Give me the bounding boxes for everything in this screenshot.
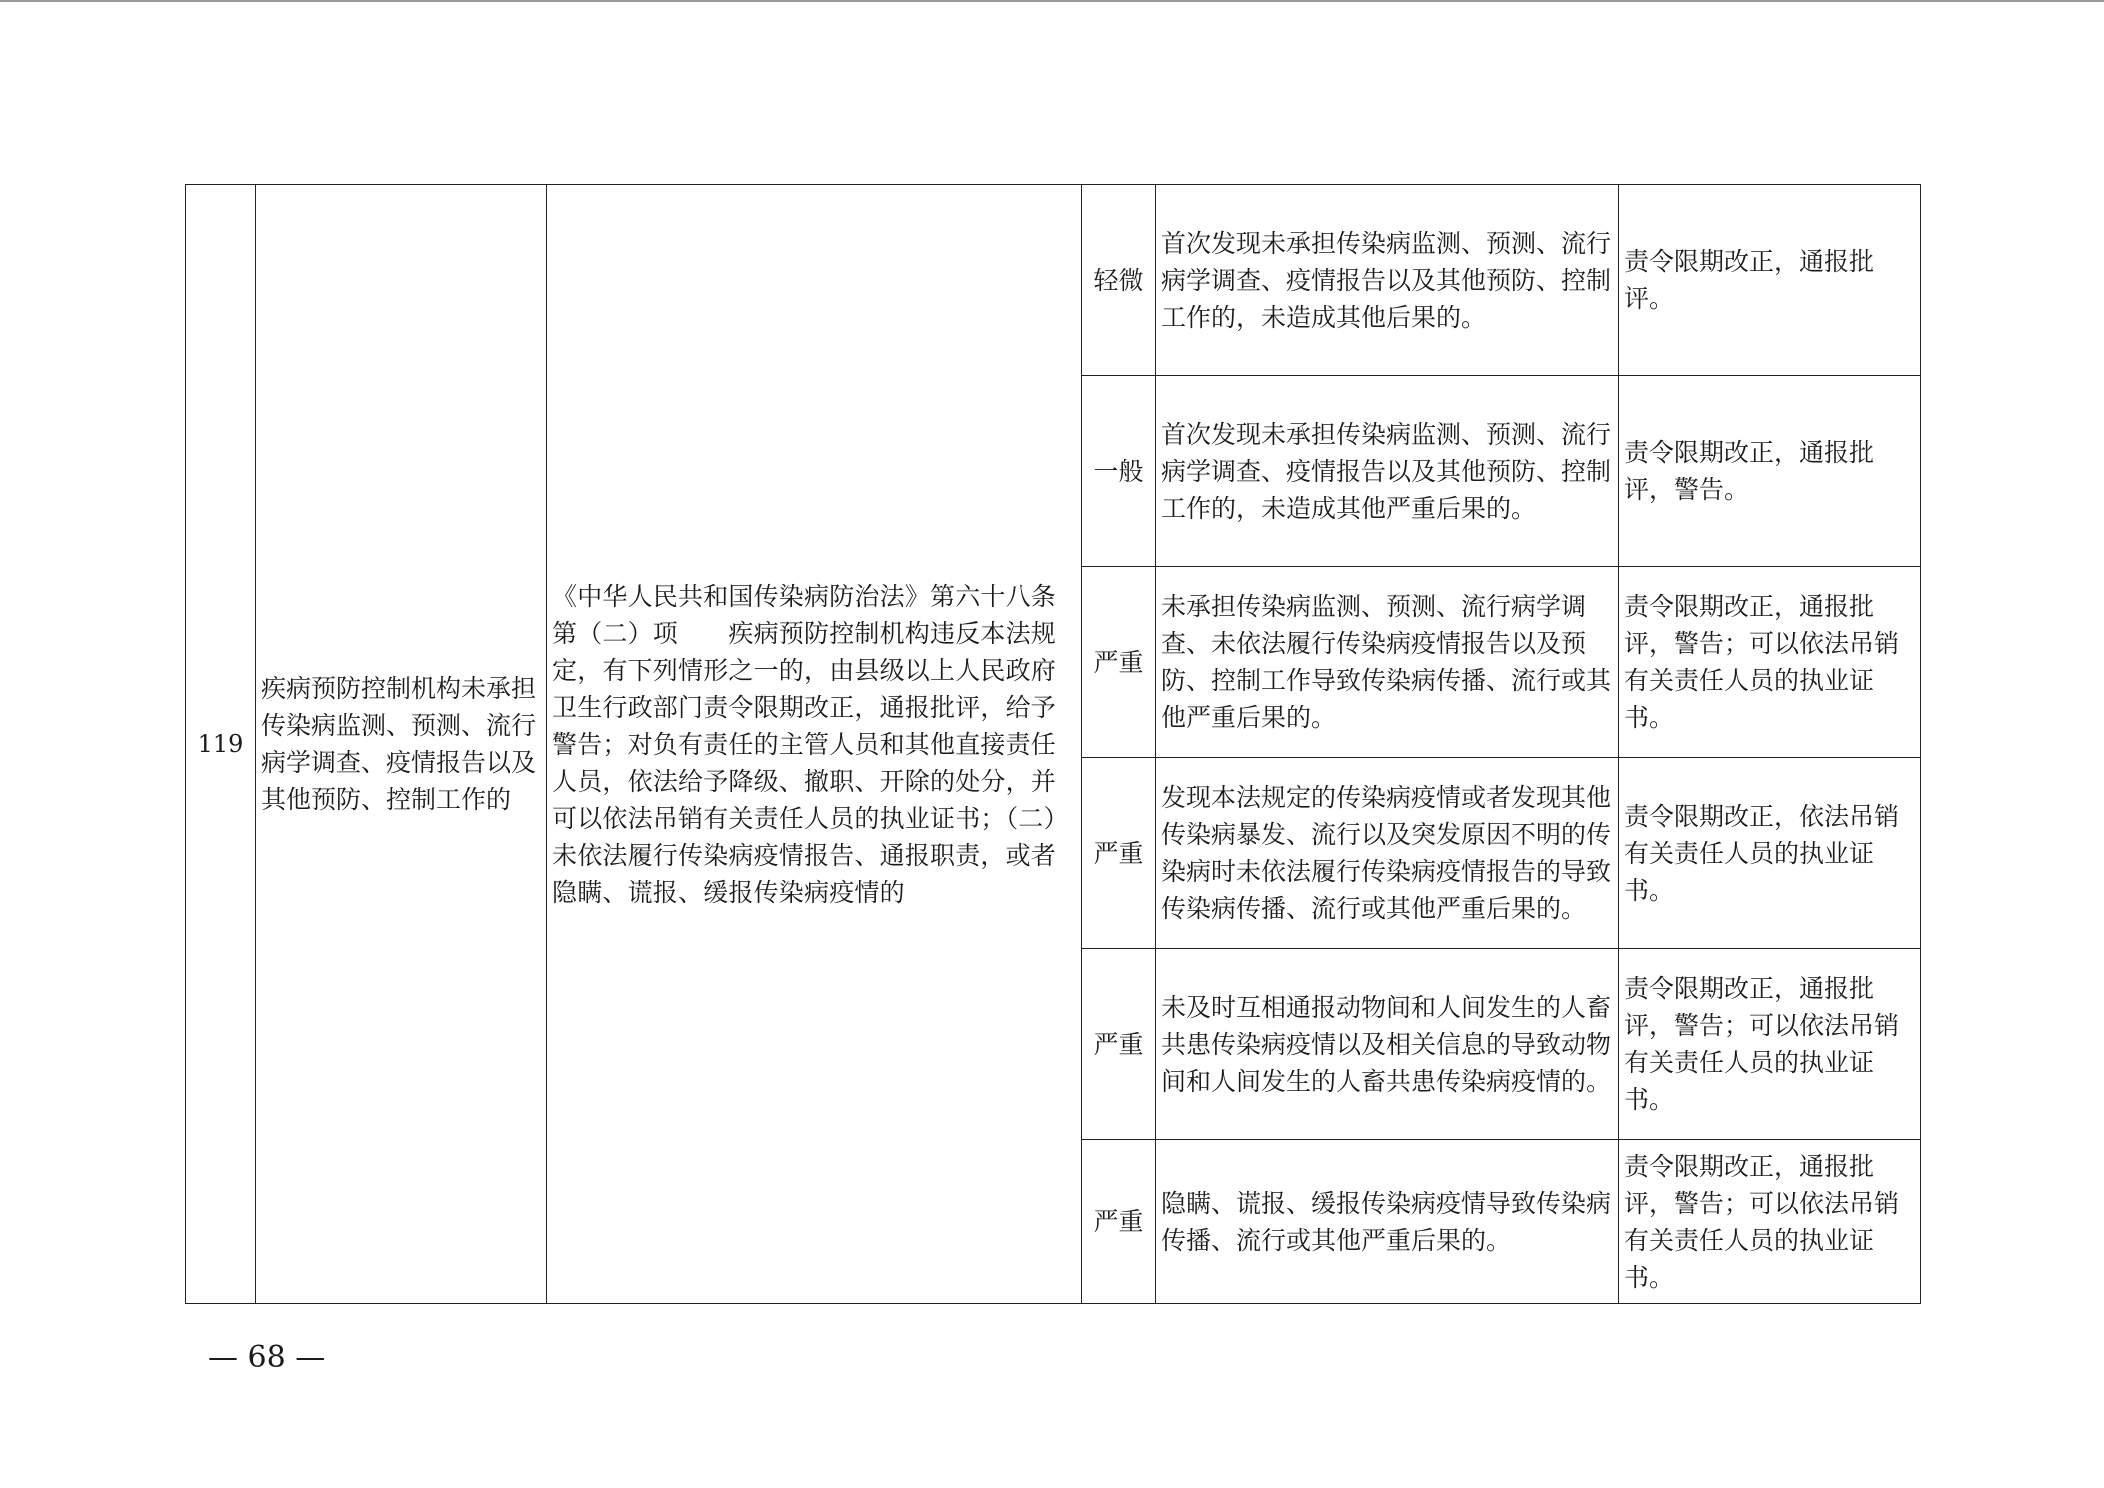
severity-level: 一般: [1082, 376, 1156, 567]
penalty-discretion-table: [185, 184, 1921, 1304]
penalty-cell: 责令限期改正，通报批评。: [1619, 185, 1921, 376]
severity-level: 严重: [1082, 758, 1156, 949]
penalty-cell: 责令限期改正，通报批评，警告；可以依法吊销有关责任人员的执业证书。: [1619, 1140, 1921, 1304]
penalty-cell: 责令限期改正，通报批评，警告；可以依法吊销有关责任人员的执业证书。: [1619, 949, 1921, 1140]
circumstance-cell: 隐瞒、谎报、缓报传染病疫情导致传染病传播、流行或其他严重后果的。: [1156, 1140, 1619, 1304]
legal-basis-cell: 《中华人民共和国传染病防治法》第六十八条第（二）项 疾病预防控制机构违反本法规定，有下列情形之一的，由县级以上人民政府卫生行政部门责令限期改正，通报批评，给予警告；对负有责任的主管人员和其他直接责任人员，依法给予降级、撤职、开除的处分，并可以依法吊销有关责任人员的执业证书；（二）未依法履行传染病疫情报告、通报职责，或者隐瞒、谎报、缓报传染病疫情的: [547, 185, 1082, 1304]
severity-level: 严重: [1082, 1140, 1156, 1304]
severity-level: 严重: [1082, 949, 1156, 1140]
circumstance-cell: 未及时互相通报动物间和人间发生的人畜共患传染病疫情以及相关信息的导致动物间和人间发生的人畜共患传染病疫情的。: [1156, 949, 1619, 1140]
violation-cell: 疾病预防控制机构未承担传染病监测、预测、流行病学调查、疫情报告以及其他预防、控制工作的: [256, 185, 547, 1304]
circumstance-cell: 首次发现未承担传染病监测、预测、流行病学调查、疫情报告以及其他预防、控制工作的，未造成其他后果的。: [1156, 185, 1619, 376]
penalty-cell: 责令限期改正，通报批评，警告；可以依法吊销有关责任人员的执业证书。: [1619, 567, 1921, 758]
top-border-line: [0, 0, 2104, 2]
page-number: — 68 —: [208, 1340, 326, 1375]
penalty-cell: 责令限期改正，依法吊销有关责任人员的执业证书。: [1619, 758, 1921, 949]
circumstance-cell: 发现本法规定的传染病疫情或者发现其他传染病暴发、流行以及突发原因不明的传染病时未依法履行传染病疫情报告的导致传染病传播、流行或其他严重后果的。: [1156, 758, 1619, 949]
table-row: [186, 185, 1921, 376]
row-number: 119: [186, 185, 256, 1304]
circumstance-cell: 首次发现未承担传染病监测、预测、流行病学调查、疫情报告以及其他预防、控制工作的，未造成其他严重后果的。: [1156, 376, 1619, 567]
penalty-cell: 责令限期改正，通报批评，警告。: [1619, 376, 1921, 567]
severity-level: 轻微: [1082, 185, 1156, 376]
severity-level: 严重: [1082, 567, 1156, 758]
circumstance-cell: 未承担传染病监测、预测、流行病学调查、未依法履行传染病疫情报告以及预防、控制工作导致传染病传播、流行或其他严重后果的。: [1156, 567, 1619, 758]
